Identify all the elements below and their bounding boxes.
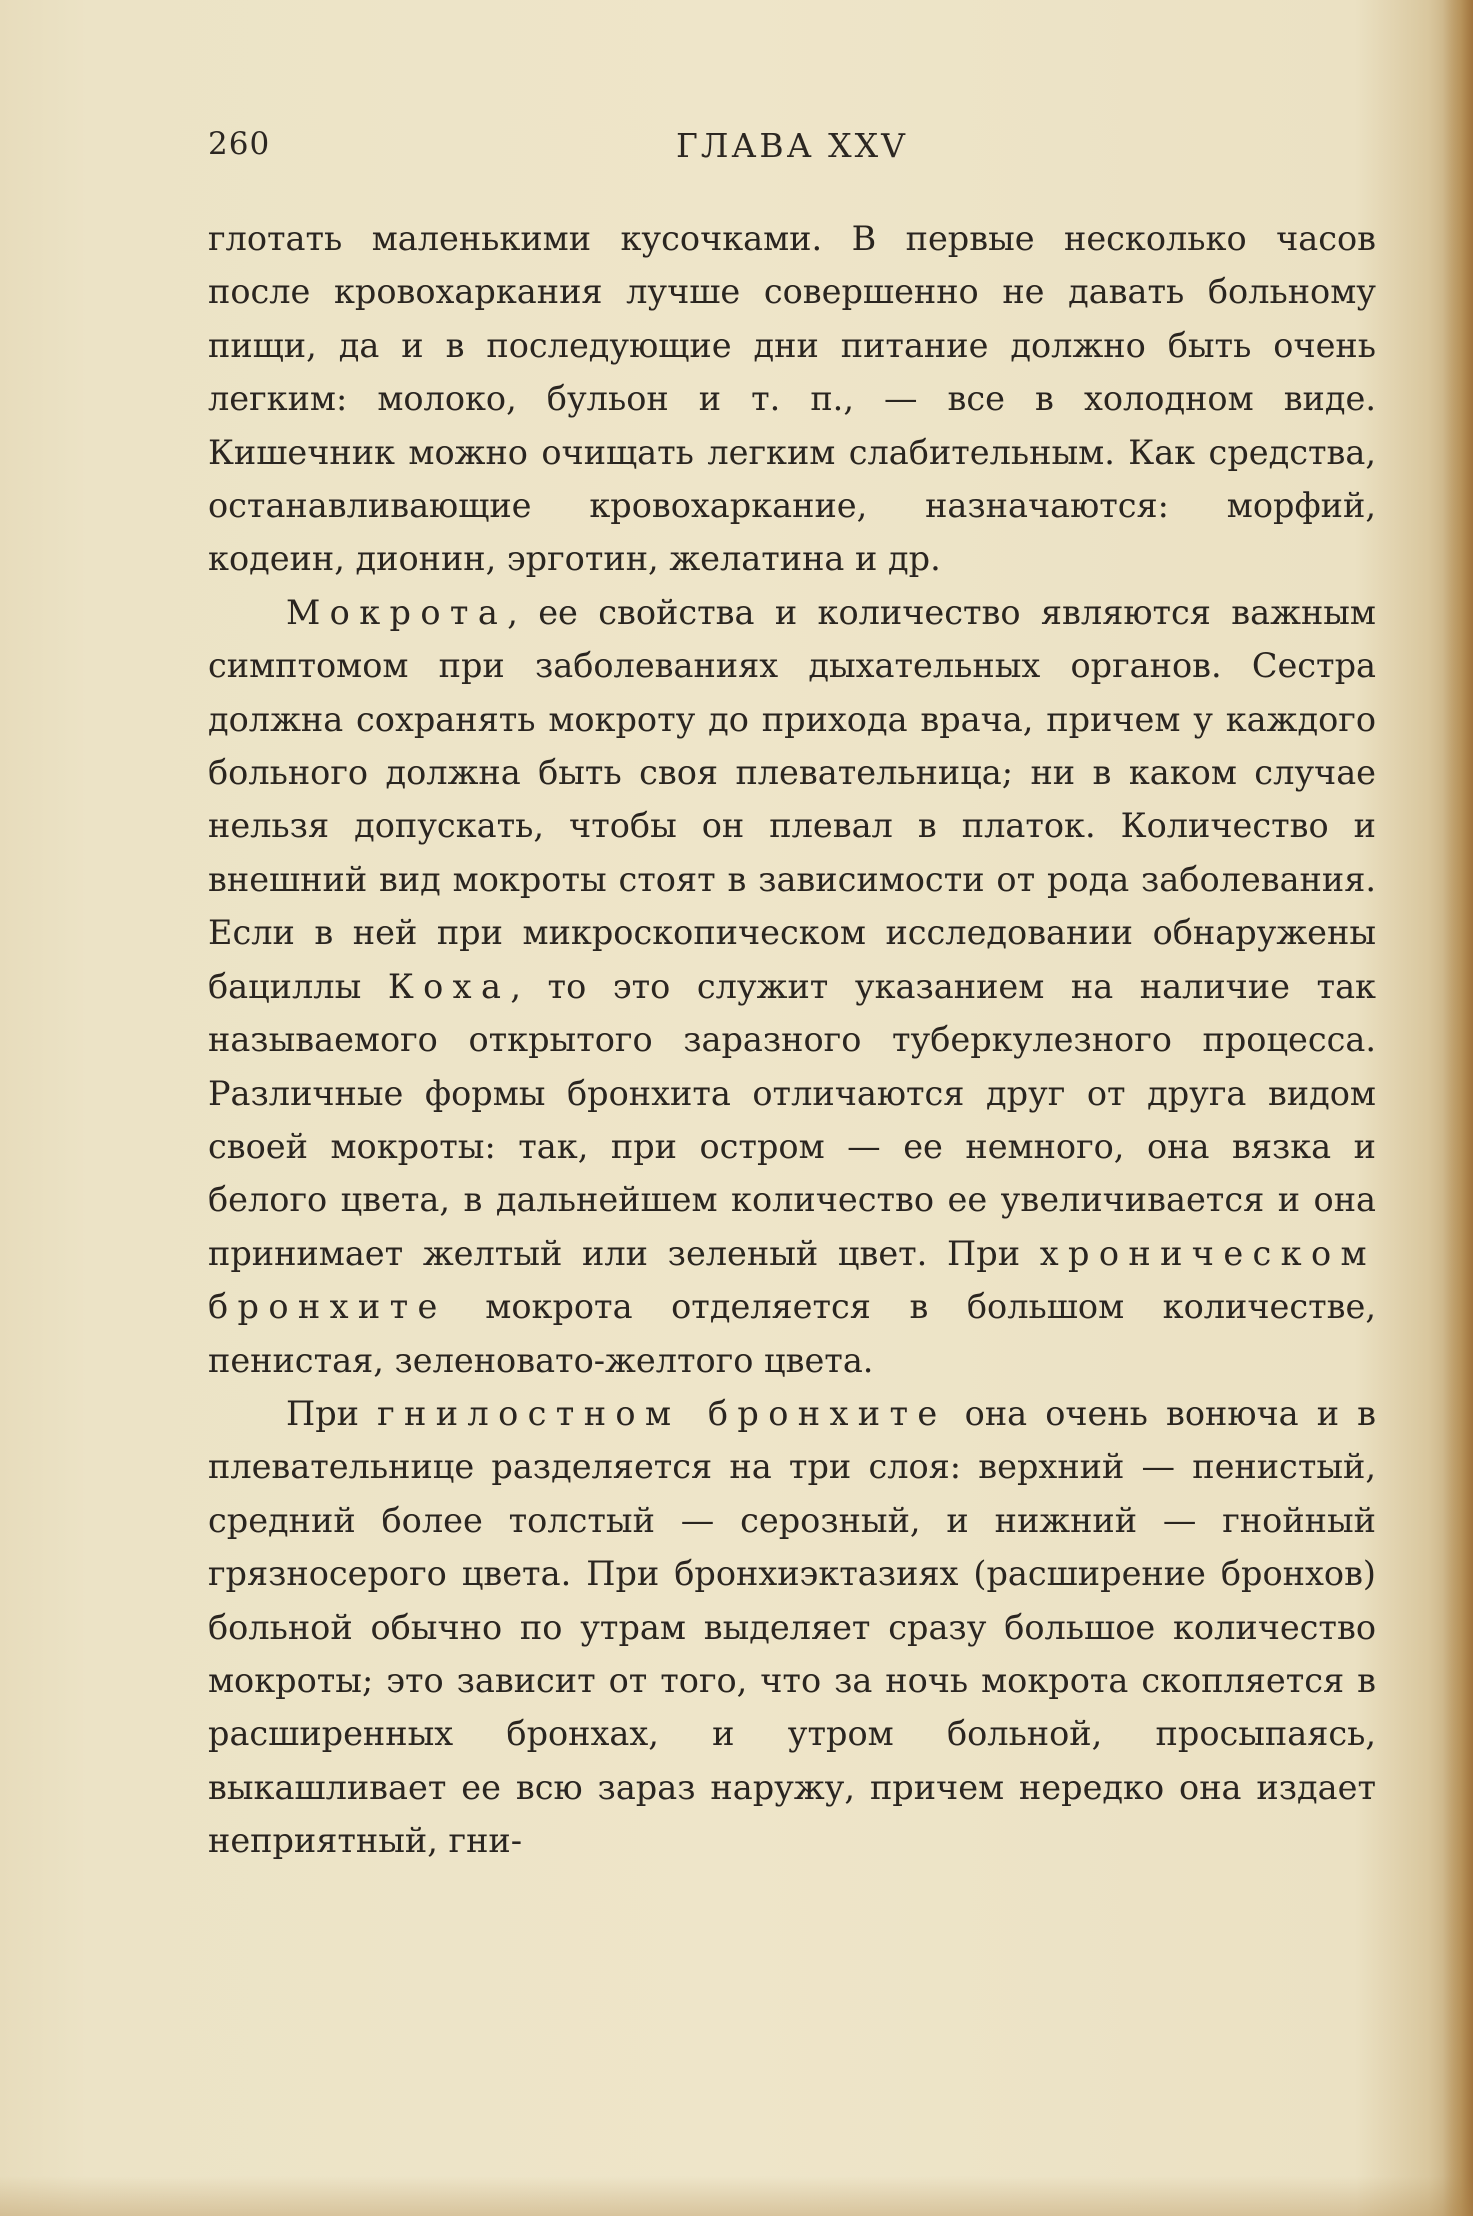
text-run: , то это служит указанием на наличие так называемого открытого заразного туберкулезного процесса. Различные формы бронхита отличаются друг от друга видом своей мокроты: так, при остром — ее немного, она вязка и белого цвета, в дальнейшем количество ее увеличивается и она принимает желтый или зеленый цвет. При	[208, 966, 1376, 1273]
page-bottom-shadow	[0, 2176, 1473, 2216]
paragraph	[208, 212, 1376, 586]
text-run: мокрота отделяется в большом количестве, пенистая, зеленовато-желтого цвета.	[208, 1287, 1376, 1380]
running-header	[208, 122, 1376, 182]
text-run: она очень вонюча и в плевательнице разделяется на три слоя: верхний — пенистый, средний более толстый — серозный, и нижний — гнойный грязносерого цвета. При бронхиэктазиях (расширение бронхов) больной обычно по утрам выделяет сразу большое количество мокроты; это зависит от того, что за ночь мокрота скопляется в расширенных бронхах, и утром больной, просыпаясь, выкашливает ее всю зараз наружу, причем нередко она издает неприятный, гни-	[208, 1393, 1376, 1861]
text-run: При	[286, 1393, 378, 1433]
emphasized-text: Коха	[387, 966, 511, 1006]
body-text	[208, 212, 1376, 1868]
text-run: глотать маленькими кусочками. В первые несколько часов после кровохаркания лучше совершенно не давать больному пищи, да и в последующие дни питание должно быть очень легким: молоко, бульон и т. п., — все в холодном виде. Кишечник можно очищать легким слабительным. Как средства, останавливающие кровохаркание, назначаются: морфий, кодеин, дионин, эрготин, желатина и др.	[208, 219, 1376, 579]
text-run: , ее свойства и количество являются важным симптомом при заболеваниях дыхательных органов. Сестра должна сохранять мокроту до прихода врача, причем у каждого больного должна быть своя плевательница; ни в каком случае нельзя допускать, чтобы он плевал в платок. Количество и внешний вид мокроты стоят в зависимости от рода заболевания. Если в ней при микроскопическом исследовании обнаружены бациллы	[208, 592, 1376, 1006]
page-number: 260	[208, 126, 271, 162]
emphasized-text: хроническом бронхите	[208, 1233, 1376, 1327]
paragraph	[208, 1387, 1376, 1868]
emphasized-text: Мокрота	[286, 592, 508, 632]
emphasized-text: гнилостном бронхите	[377, 1393, 947, 1433]
paragraph	[208, 586, 1376, 1387]
page-edge-shadow	[1443, 0, 1473, 2216]
chapter-title: ГЛАВА XXV	[676, 126, 908, 165]
